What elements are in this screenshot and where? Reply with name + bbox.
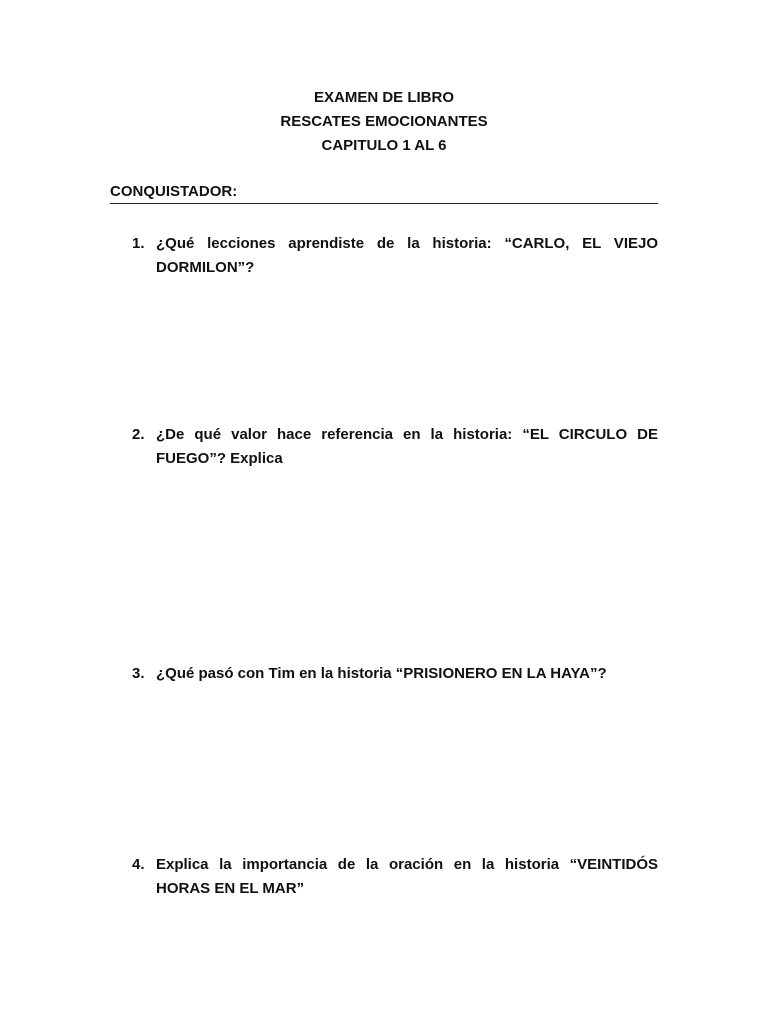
chapter-range: CAPITULO 1 AL 6 [321,137,447,154]
question-text: ¿Qué lecciones aprendiste de la historia: “CARLO, EL VIEJO DORMILON”? [156,235,658,276]
question-4 [132,853,658,901]
question-text: ¿De qué valor hace referencia en la historia: “EL CIRCULO DE FUEGO”? Explica [156,426,658,467]
conquistador-field[interactable] [110,181,658,204]
question-number: 4. [132,856,145,873]
question-number: 1. [132,235,145,252]
question-1 [132,232,658,280]
question-text: Explica la importancia de la oración en la historia “VEINTIDÓS HORAS EN EL MAR” [156,856,658,897]
exam-header [110,86,658,158]
question-number: 3. [132,665,145,682]
exam-title: EXAMEN DE LIBRO [313,89,454,106]
conquistador-label: CONQUISTADOR: [110,183,238,200]
question-text: ¿Qué pasó con Tim en la historia “PRISIONERO EN LA HAYA”? [156,665,607,682]
question-number: 2. [132,426,145,443]
book-title: RESCATES EMOCIONANTES [280,113,488,130]
question-2 [132,423,658,471]
question-3 [132,662,658,686]
